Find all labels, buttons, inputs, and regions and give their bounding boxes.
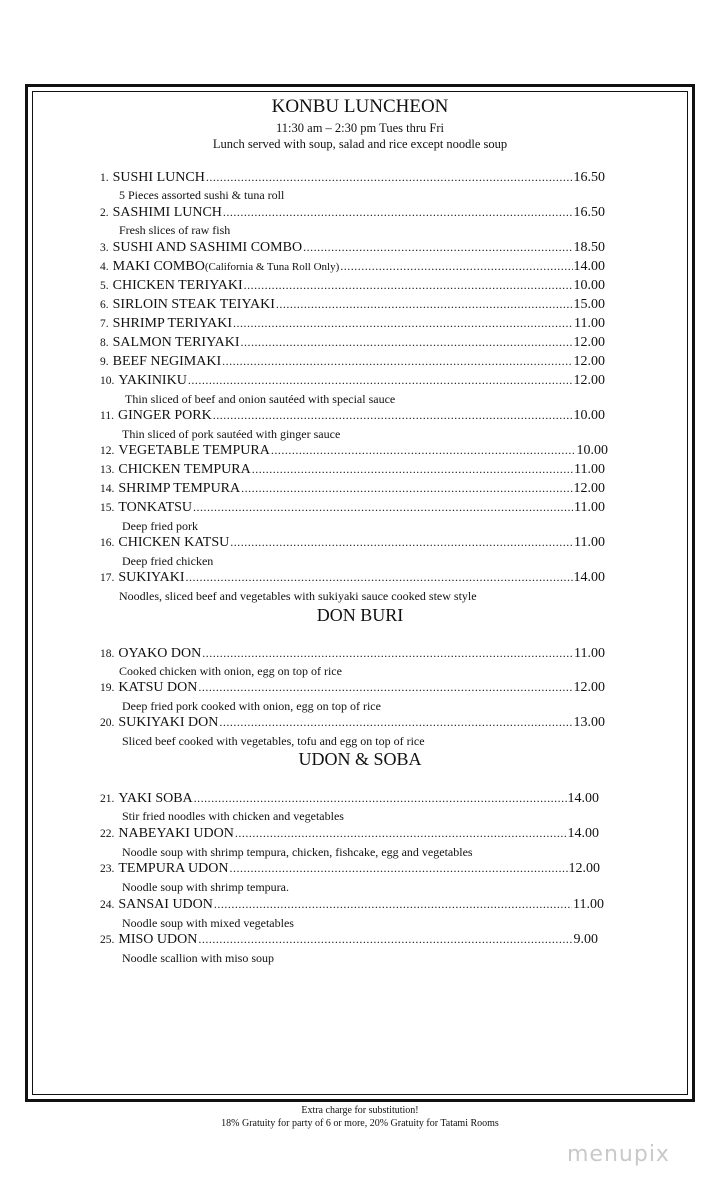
item-number: 12. <box>100 445 115 457</box>
item-leader <box>202 646 573 661</box>
item-leader <box>186 570 573 585</box>
menu-item <box>100 680 605 698</box>
item-number: 21. <box>100 793 115 805</box>
menu-item <box>100 462 605 480</box>
menu-item <box>100 278 605 296</box>
menu-item <box>100 170 605 188</box>
item-number: 25. <box>100 934 115 946</box>
item-name: TEMPURA UDON <box>118 861 229 876</box>
menu-item <box>100 500 605 518</box>
item-number: 22. <box>100 828 115 840</box>
item-leader <box>193 500 573 515</box>
item-price: 18.50 <box>573 240 605 255</box>
menu-item <box>100 826 599 844</box>
item-leader <box>194 791 567 806</box>
item-description: Thin sliced of pork sautéed with ginger sauce <box>122 427 341 441</box>
item-description: Deep fried pork cooked with onion, egg on top of rice <box>122 699 381 713</box>
item-name: SIRLOIN STEAK TEIYAKI <box>112 297 275 312</box>
item-leader <box>235 826 567 841</box>
item-number: 20. <box>100 717 115 729</box>
item-number: 8. <box>100 337 109 349</box>
item-description: Noodle soup with shrimp tempura, chicken, fishcake, egg and vegetables <box>122 845 473 859</box>
item-price: 15.00 <box>573 297 605 312</box>
item-price: 11.00 <box>574 500 605 515</box>
item-leader <box>219 715 572 730</box>
item-name: YAKINIKU <box>118 373 187 388</box>
item-price: 12.00 <box>573 481 605 496</box>
item-price: 16.50 <box>573 205 605 220</box>
item-description: Deep fried pork <box>122 519 198 533</box>
item-description: Noodle scallion with miso soup <box>122 951 274 965</box>
menu-item <box>100 373 605 391</box>
item-name: SUKIYAKI DON <box>118 715 219 730</box>
item-number: 13. <box>100 464 115 476</box>
item-leader <box>230 535 573 550</box>
item-price: 10.00 <box>573 278 605 293</box>
item-name: MAKI COMBO <box>112 259 205 274</box>
item-description: 5 Pieces assorted sushi & tuna roll <box>119 188 285 202</box>
menu-item <box>100 715 605 733</box>
menu-hours: 11:30 am – 2:30 pm Tues thru Fri <box>276 121 444 135</box>
item-name: CHICKEN KATSU <box>118 535 230 550</box>
item-price: 12.00 <box>573 373 605 388</box>
item-price: 16.50 <box>573 170 605 185</box>
item-name: SUSHI LUNCH <box>112 170 205 185</box>
item-leader <box>223 205 573 220</box>
item-leader <box>276 297 573 312</box>
item-price: 12.00 <box>573 680 605 695</box>
item-description: Noodle soup with shrimp tempura. <box>122 880 289 894</box>
item-name: MISO UDON <box>118 932 198 947</box>
item-leader <box>198 932 572 947</box>
item-number: 16. <box>100 537 115 549</box>
menu-item <box>100 297 605 315</box>
item-number: 1. <box>100 172 109 184</box>
item-leader <box>229 861 567 876</box>
item-price: 14.00 <box>567 826 599 841</box>
item-leader <box>340 259 572 274</box>
item-name: SUSHI AND SASHIMI COMBO <box>112 240 303 255</box>
item-price: 11.00 <box>574 646 605 661</box>
section-title-udon-soba: UDON & SOBA <box>298 749 422 769</box>
item-leader <box>188 373 573 388</box>
item-price: 11.00 <box>573 897 604 912</box>
item-description: Sliced beef cooked with vegetables, tofu and egg on top of rice <box>122 734 425 748</box>
item-price: 13.00 <box>573 715 605 730</box>
item-price: 14.00 <box>573 259 605 274</box>
item-description: Deep fried chicken <box>122 554 214 568</box>
item-name: SALMON TERIYAKI <box>112 335 240 350</box>
item-leader <box>206 170 573 185</box>
item-name: CHICKEN TERIYAKI <box>112 278 243 293</box>
section-title-don-buri: DON BURI <box>316 605 404 625</box>
menu-item <box>100 861 600 879</box>
menu-note: Lunch served with soup, salad and rice except noodle soup <box>212 137 508 151</box>
item-price: 9.00 <box>573 932 598 947</box>
item-description: Stir fried noodles with chicken and vegetables <box>122 809 344 823</box>
item-name: GINGER PORK <box>117 408 212 423</box>
item-number: 24. <box>100 899 115 911</box>
item-name: BEEF NEGIMAKI <box>112 354 222 369</box>
item-number: 11. <box>100 410 114 422</box>
menu-item <box>100 535 605 553</box>
menu-item <box>100 259 605 277</box>
footer-gratuity-note: 18% Gratuity for party of 6 or more, 20% Gratuity for Tatami Rooms <box>221 1118 499 1129</box>
item-number: 6. <box>100 299 109 311</box>
item-number: 4. <box>100 261 109 273</box>
item-name: SANSAI UDON <box>118 897 213 912</box>
menu-item <box>100 205 605 223</box>
item-name: TONKATSU <box>118 500 193 515</box>
item-leader <box>241 481 572 496</box>
item-number: 5. <box>100 280 109 292</box>
item-number: 15. <box>100 502 115 514</box>
item-leader <box>198 680 572 695</box>
item-name: KATSU DON <box>118 680 198 695</box>
item-price: 14.00 <box>567 791 599 806</box>
item-number: 10. <box>100 375 115 387</box>
menu-item <box>100 443 608 461</box>
item-price: 10.00 <box>576 443 608 458</box>
item-leader <box>222 354 572 369</box>
item-description: Noodles, sliced beef and vegetables with sukiyaki sauce cooked stew style <box>119 589 477 603</box>
item-price: 11.00 <box>574 462 605 477</box>
menu-item <box>100 354 605 372</box>
item-name: NABEYAKI UDON <box>118 826 234 841</box>
item-leader <box>241 335 573 350</box>
item-number: 7. <box>100 318 109 330</box>
item-number: 18. <box>100 648 115 660</box>
watermark-logo: menupix <box>567 1142 670 1167</box>
menu-item <box>100 481 605 499</box>
item-leader <box>214 897 572 912</box>
item-number: 23. <box>100 863 115 875</box>
item-name: SHRIMP TEMPURA <box>118 481 241 496</box>
item-name: YAKI SOBA <box>118 791 193 806</box>
item-price: 10.00 <box>573 408 605 423</box>
footer-substitution-note: Extra charge for substitution! <box>301 1105 419 1116</box>
item-leader <box>271 443 576 458</box>
item-number: 9. <box>100 356 109 368</box>
item-description: Fresh slices of raw fish <box>119 223 231 237</box>
item-leader <box>244 278 573 293</box>
item-description: Noodle soup with mixed vegetables <box>122 916 294 930</box>
item-price: 11.00 <box>574 535 605 550</box>
item-leader <box>233 316 573 331</box>
menu-item <box>100 240 605 258</box>
item-number: 19. <box>100 682 115 694</box>
item-name: SHRIMP TERIYAKI <box>112 316 233 331</box>
item-name: OYAKO DON <box>118 646 202 661</box>
item-price: 12.00 <box>573 335 605 350</box>
item-name: SUKIYAKI <box>118 570 185 585</box>
item-number: 14. <box>100 483 115 495</box>
item-description: Thin sliced of beef and onion sautéed with special sauce <box>125 392 396 406</box>
menu-item <box>100 316 605 334</box>
menu-item <box>100 791 599 809</box>
item-leader <box>252 462 573 477</box>
menu-item <box>100 570 605 588</box>
item-price: 14.00 <box>573 570 605 585</box>
item-price: 11.00 <box>574 316 605 331</box>
item-price: 12.00 <box>573 354 605 369</box>
item-name: SASHIMI LUNCH <box>112 205 222 220</box>
item-description: Cooked chicken with onion, egg on top of rice <box>119 664 342 678</box>
menu-item <box>100 646 605 664</box>
item-leader <box>303 240 572 255</box>
item-number: 3. <box>100 242 109 254</box>
item-leader <box>213 408 573 423</box>
item-price: 12.00 <box>568 861 600 876</box>
item-name: VEGETABLE TEMPURA <box>118 443 270 458</box>
menu-item <box>100 932 598 950</box>
item-name: CHICKEN TEMPURA <box>118 462 251 477</box>
menu-item <box>100 335 605 353</box>
item-name-note: (California & Tuna Roll Only) <box>204 261 340 273</box>
item-number: 2. <box>100 207 109 219</box>
item-number: 17. <box>100 572 115 584</box>
menu-item <box>100 897 604 915</box>
menu-title: KONBU LUNCHEON <box>271 96 449 117</box>
menu-item <box>100 408 605 426</box>
